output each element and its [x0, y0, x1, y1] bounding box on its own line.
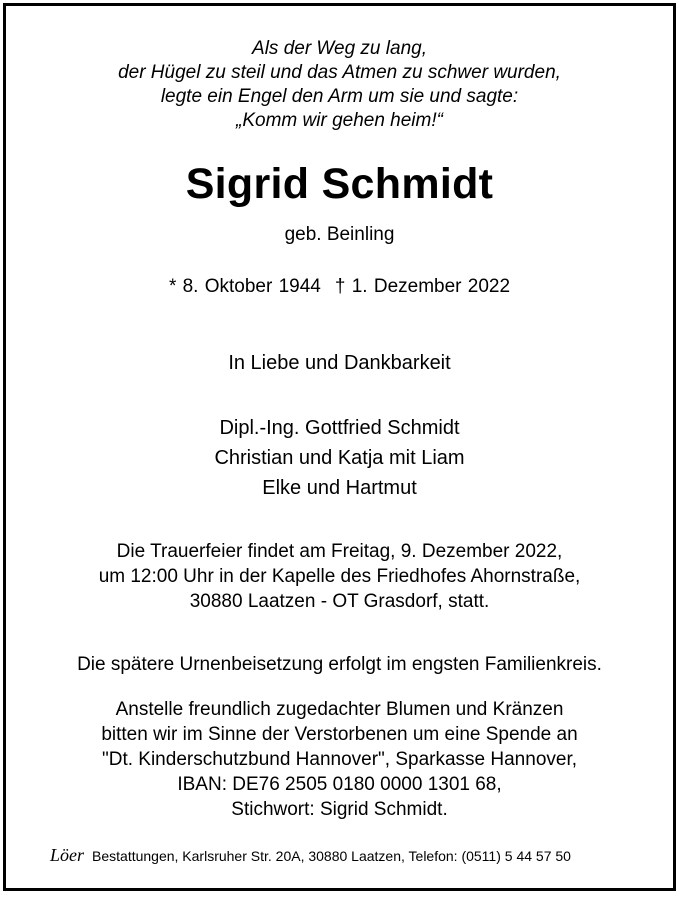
poem-line: legte ein Engel den Arm um sie und sagte: — [160, 86, 519, 107]
urn-burial-info: Die spätere Urnenbeisetzung erfolgt im engsten Familienkreis. — [77, 654, 602, 675]
poem-line: „Komm wir gehen heim!“ — [236, 110, 443, 131]
funeral-info — [6, 539, 673, 614]
family-member: Elke und Hartmut — [262, 477, 417, 499]
maiden-name: geb. Beinling — [284, 224, 395, 245]
obituary-notice — [3, 3, 676, 891]
family-list — [6, 413, 673, 503]
funeral-home-footer — [50, 844, 670, 867]
donation-line: Anstelle freundlich zugedachter Blumen und Kränzen — [115, 699, 564, 720]
funeral-line: 30880 Laatzen - OT Grasdorf, statt. — [189, 591, 490, 612]
donation-line: bitten wir im Sinne der Verstorbenen um eine Spende an — [101, 724, 578, 745]
dedication: In Liebe und Dankbarkeit — [228, 352, 451, 374]
family-member: Christian und Katja mit Liam — [214, 447, 465, 469]
funeral-line: um 12:00 Uhr in der Kapelle des Friedhofes Ahornstraße, — [98, 566, 581, 587]
donation-line: IBAN: DE76 2505 0180 0000 1301 68, — [177, 774, 502, 795]
poem-line: der Hügel zu steil und das Atmen zu schwer wurden, — [118, 62, 561, 83]
funeral-line: Die Trauerfeier findet am Freitag, 9. Dezember 2022, — [116, 541, 563, 562]
family-member: Dipl.-Ing. Gottfried Schmidt — [219, 417, 460, 439]
donation-line: "Dt. Kinderschutzbund Hannover", Sparkasse Hannover, — [101, 749, 578, 770]
donation-line: Stichwort: Sigrid Schmidt. — [231, 799, 448, 820]
birth-date: * 8. Oktober 1944 — [168, 276, 321, 297]
poem — [6, 37, 673, 133]
life-dates — [6, 275, 673, 299]
poem-line: Als der Weg zu lang, — [252, 38, 427, 59]
funeral-home-logo: Löer — [50, 845, 85, 865]
donation-info — [6, 697, 673, 822]
funeral-home-address: Bestattungen, Karlsruher Str. 20A, 30880 Laatzen, Telefon: (0511) 5 44 57 50 — [92, 848, 571, 864]
deceased-name: Sigrid Schmidt — [185, 160, 494, 208]
death-date: † 1. Dezember 2022 — [334, 276, 511, 297]
